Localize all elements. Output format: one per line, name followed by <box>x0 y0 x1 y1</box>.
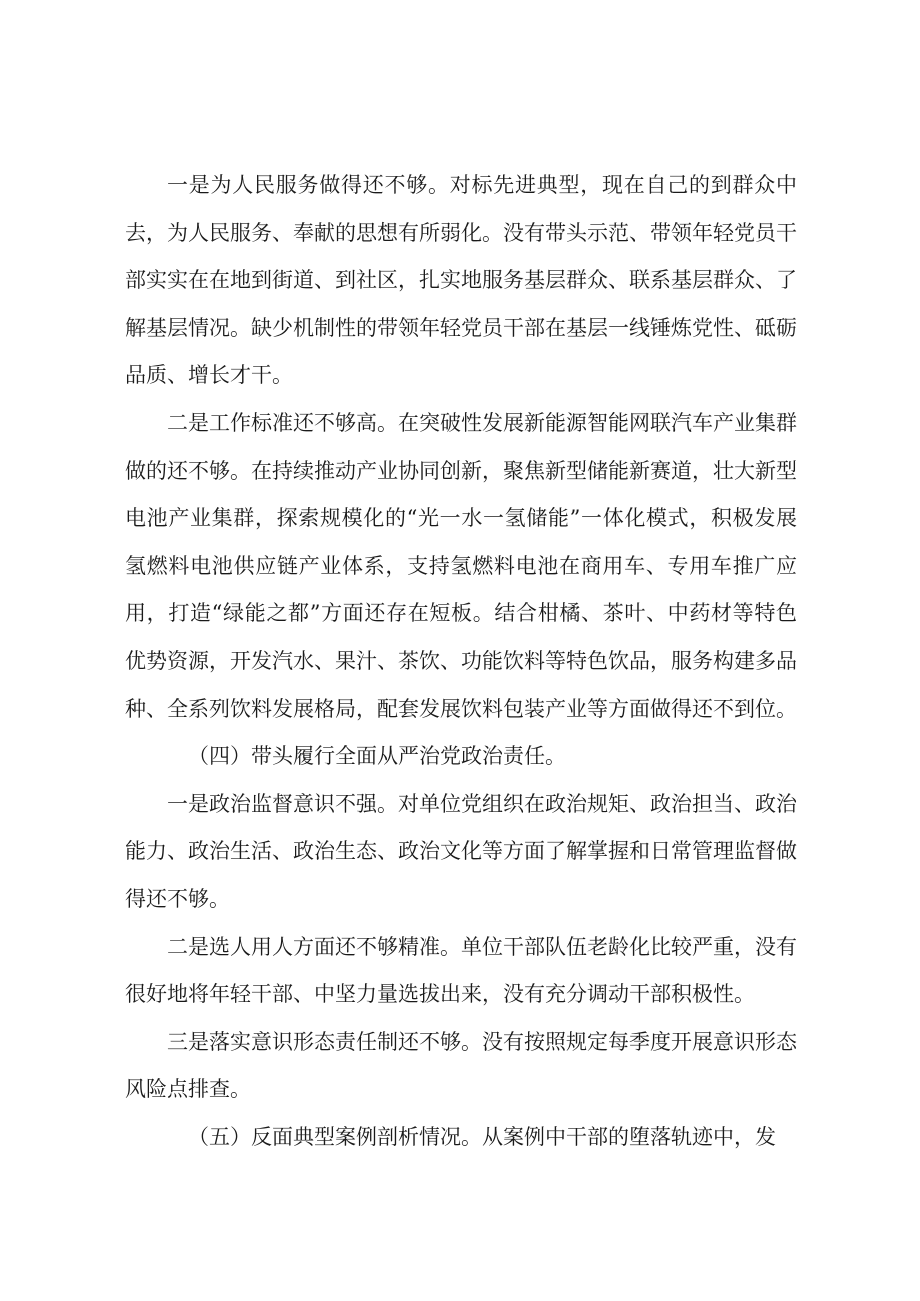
paragraph-serve-people: 一是为人民服务做得还不够。对标先进典型，现在自己的到群众中去，为人民服务、奉献的思想有所弱化。没有带头示范、带领年轻党员干部实实在在地到街道、到社区，扎实地服务基层群众、联系基层群众、了解基层情况。缺少机制性的带领年轻党员干部在基层一线锤炼党性、砥砺品质、增长才干。 <box>125 173 797 388</box>
section-heading-5: （五）反面典型案例剖析情况。从案例中干部的堕落轨迹中，发 <box>188 1124 776 1149</box>
paragraph-political-supervision: 一是政治监督意识不强。对单位党组织在政治规矩、政治担当、政治能力、政治生活、政治生态、政治文化等方面了解掌握和日常管理监督做得还不够。 <box>125 791 797 911</box>
paragraph-work-standard: 二是工作标准还不够高。在突破性发展新能源智能网联汽车产业集群做的还不够。在持续推动产业协同创新，聚焦新型储能新赛道，壮大新型电池产业集群，探索规模化的“光一水一氢储能”一体化模式，积极发展氢燃料电池供应链产业体系，支持氢燃料电池在商用车、专用车推广应用，打造“绿能之都”方面还存在短板。结合柑橘、茶叶、中药材等特色优势资源，开发汽水、果汁、茶饮、功能饮料等特色饮品，服务构建多品种、全系列饮料发展格局，配套发展饮料包装产业等方面做得还不到位。 <box>125 410 797 721</box>
paragraph-ideology-responsibility: 三是落实意识形态责任制还不够。没有按照规定每季度开展意识形态风险点排查。 <box>125 1029 797 1102</box>
section-heading-4: （四）带头履行全面从严治党政治责任。 <box>188 744 566 769</box>
document-body <box>125 162 797 1161</box>
paragraph-personnel-selection: 二是选人用人方面还不够精准。单位干部队伍老龄化比较严重，没有很好地将年轻干部、中坚力量选拔出来，没有充分调动干部积极性。 <box>125 934 797 1007</box>
